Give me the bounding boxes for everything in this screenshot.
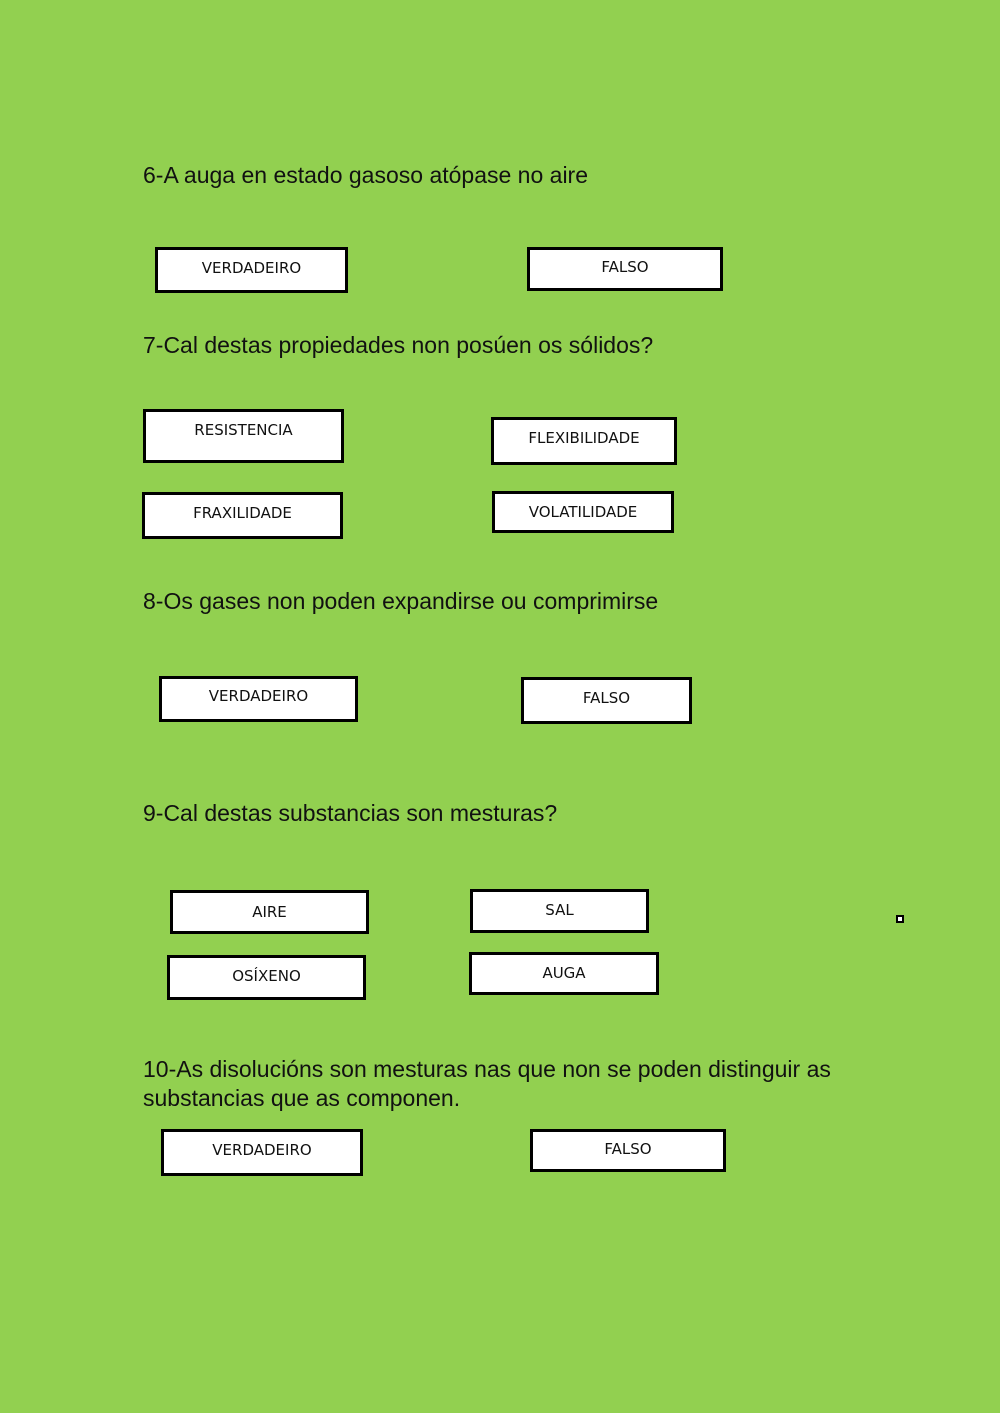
question-9-option-sal[interactable]: SAL	[470, 889, 649, 933]
question-7-option-resistencia[interactable]: RESISTENCIA	[143, 409, 344, 463]
question-6-option-verdadeiro[interactable]: VERDADEIRO	[155, 247, 348, 293]
question-7-text: 7-Cal destas propiedades non posúen os sólidos?	[143, 332, 654, 358]
question-10-text: 10-As disolucións son mesturas nas que non se poden distinguir as substancias que as componen.	[143, 1056, 831, 1111]
question-10-option-verdadeiro[interactable]: VERDADEIRO	[161, 1129, 363, 1176]
question-6-text: 6-A auga en estado gasoso atópase no aire	[143, 162, 589, 188]
question-7-option-flexibilidade[interactable]: FLEXIBILIDADE	[491, 417, 677, 465]
question-10-option-falso[interactable]: FALSO	[530, 1129, 726, 1172]
question-6-option-falso[interactable]: FALSO	[527, 247, 723, 291]
question-8-option-verdadeiro[interactable]: VERDADEIRO	[159, 676, 358, 722]
question-9-option-osixeno[interactable]: OSÍXENO	[167, 955, 366, 1000]
question-9-option-auga[interactable]: AUGA	[469, 952, 659, 995]
question-9-option-aire[interactable]: AIRE	[170, 890, 369, 934]
question-8-text: 8-Os gases non poden expandirse ou comprimirse	[143, 588, 659, 614]
question-7-option-volatilidade[interactable]: VOLATILIDADE	[492, 491, 674, 533]
question-8-option-falso[interactable]: FALSO	[521, 677, 692, 724]
question-9-text: 9-Cal destas substancias son mesturas?	[143, 800, 558, 826]
selection-handle[interactable]	[896, 915, 904, 923]
question-7-option-fraxilidade[interactable]: FRAXILIDADE	[142, 492, 343, 539]
